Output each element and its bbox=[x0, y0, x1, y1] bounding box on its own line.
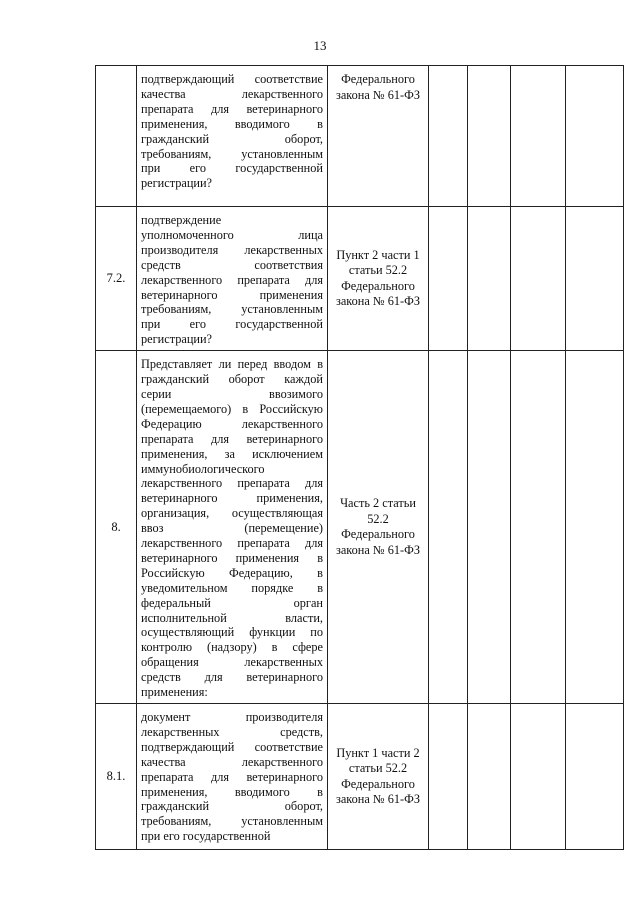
question-line: регистрации? bbox=[141, 332, 213, 347]
item-number: 7.2. bbox=[96, 207, 137, 351]
legal-reference bbox=[328, 704, 429, 850]
reference-line: 52.2 bbox=[367, 511, 389, 526]
question-line: применения, вводимого в bbox=[141, 784, 323, 799]
reference-line: Часть 2 статьи bbox=[340, 496, 416, 511]
empty-cell bbox=[511, 207, 566, 351]
legal-reference bbox=[328, 66, 429, 207]
question-line: требованиям, установленным bbox=[141, 302, 323, 317]
empty-cell bbox=[468, 351, 511, 704]
question-line: применения, вводимого в bbox=[141, 116, 323, 131]
table-row bbox=[96, 351, 624, 704]
empty-cell bbox=[566, 207, 624, 351]
reference-line: Федерального bbox=[341, 776, 415, 791]
question-line: лекарственного препарата для bbox=[141, 536, 323, 551]
question-line: регистрации? bbox=[141, 176, 213, 191]
empty-cell bbox=[468, 704, 511, 850]
question-line: исполнительной власти, bbox=[141, 610, 323, 625]
question-line: иммунобиологического bbox=[141, 461, 265, 476]
question-line: производителя лекарственных bbox=[141, 242, 323, 257]
reference-line: Пункт 1 части 2 bbox=[336, 745, 420, 760]
question-line: контролю (надзору) в сфере bbox=[141, 640, 323, 655]
question-line: осуществляющий функции по bbox=[141, 625, 323, 640]
question-line: качества лекарственного bbox=[141, 86, 323, 101]
empty-cell bbox=[566, 66, 624, 207]
checklist-table bbox=[95, 65, 624, 850]
question-line: Российскую Федерацию, в bbox=[141, 565, 323, 580]
item-number: 8.1. bbox=[96, 704, 137, 850]
page-number: 13 bbox=[313, 38, 327, 53]
empty-cell bbox=[511, 351, 566, 704]
empty-cell bbox=[468, 66, 511, 207]
question-line: подтверждающий соответствие bbox=[141, 72, 323, 86]
question-line: препарата для ветеринарного bbox=[141, 769, 323, 784]
reference-line: закона № 61-ФЗ bbox=[335, 87, 420, 102]
table-row bbox=[96, 66, 624, 207]
question-line: лекарственного препарата для bbox=[141, 272, 323, 287]
reference-line: закона № 61-ФЗ bbox=[335, 542, 420, 557]
question-line: средств соответствия bbox=[141, 257, 323, 272]
empty-cell bbox=[429, 207, 468, 351]
question-line: ввоз (перемещение) bbox=[141, 521, 323, 536]
question-line: при его государственной bbox=[141, 829, 271, 844]
table-row bbox=[96, 704, 624, 850]
question-line: уполномоченного лица bbox=[141, 227, 323, 242]
question-line: при его государственной bbox=[141, 161, 323, 176]
question-line: документ производителя bbox=[141, 710, 323, 724]
question-line: ветеринарного применения, bbox=[141, 491, 323, 506]
reference-line: Федерального bbox=[341, 278, 415, 293]
item-number bbox=[96, 66, 137, 207]
question-line: гражданский оборот, bbox=[141, 131, 323, 146]
question-line: препарата для ветеринарного bbox=[141, 101, 323, 116]
empty-cell bbox=[429, 66, 468, 207]
question-line: гражданский оборот каждой bbox=[141, 372, 323, 387]
legal-reference bbox=[328, 207, 429, 351]
question-line: Федерацию лекарственного bbox=[141, 416, 323, 431]
empty-cell bbox=[566, 704, 624, 850]
question-line: подтверждающий соответствие bbox=[141, 739, 323, 754]
legal-reference bbox=[328, 351, 429, 704]
question-line: качества лекарственного bbox=[141, 754, 323, 769]
reference-line: закона № 61-ФЗ bbox=[335, 294, 420, 309]
question-text bbox=[137, 66, 328, 207]
question-line: ветеринарного применения в bbox=[141, 550, 323, 565]
reference-line: Федерального bbox=[341, 72, 415, 86]
question-line: лекарственных средств, bbox=[141, 724, 323, 739]
item-number: 8. bbox=[96, 351, 137, 704]
question-line: препарата для ветеринарного bbox=[141, 431, 323, 446]
reference-line: Пункт 2 части 1 bbox=[336, 247, 420, 262]
question-line: Представляет ли перед вводом в bbox=[141, 357, 323, 372]
table-row bbox=[96, 207, 624, 351]
question-line: гражданский оборот, bbox=[141, 799, 323, 814]
question-line: требованиям, установленным bbox=[141, 146, 323, 161]
question-line: уведомительном порядке в bbox=[141, 580, 323, 595]
reference-line: Федерального bbox=[341, 527, 415, 542]
question-line: (перемещаемого) в Российскую bbox=[141, 401, 323, 416]
reference-line: статьи 52.2 bbox=[348, 263, 408, 278]
question-line: требованиям, установленным bbox=[141, 814, 323, 829]
empty-cell bbox=[468, 207, 511, 351]
question-line: лекарственного препарата для bbox=[141, 476, 323, 491]
question-line: средств для ветеринарного bbox=[141, 670, 323, 685]
question-line: организация, осуществляющая bbox=[141, 506, 323, 521]
question-text bbox=[137, 207, 328, 351]
question-line: подтверждение bbox=[141, 213, 222, 227]
question-line: серии ввозимого bbox=[141, 386, 323, 401]
question-line: федеральный орган bbox=[141, 595, 323, 610]
question-line: при его государственной bbox=[141, 317, 323, 332]
empty-cell bbox=[429, 704, 468, 850]
question-text bbox=[137, 351, 328, 704]
reference-line: статьи 52.2 bbox=[348, 761, 408, 775]
question-text bbox=[137, 704, 328, 850]
empty-cell bbox=[511, 704, 566, 850]
empty-cell bbox=[511, 66, 566, 207]
empty-cell bbox=[566, 351, 624, 704]
question-line: применения: bbox=[141, 685, 208, 700]
reference-line: закона № 61-ФЗ bbox=[335, 792, 420, 806]
question-line: обращения лекарственных bbox=[141, 655, 323, 670]
empty-cell bbox=[429, 351, 468, 704]
question-line: применения, за исключением bbox=[141, 446, 323, 461]
question-line: ветеринарного применения bbox=[141, 287, 323, 302]
